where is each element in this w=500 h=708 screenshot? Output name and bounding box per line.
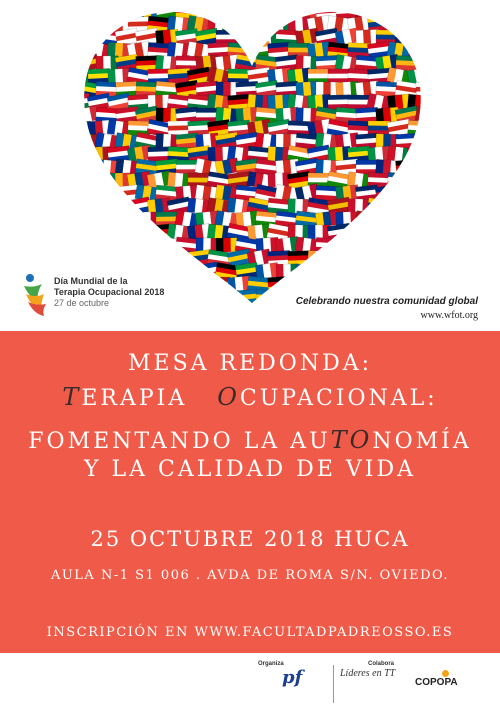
- event-date: 25 OCTUBRE 2018 HUCA: [90, 527, 410, 551]
- flag-tile: [327, 275, 351, 293]
- flag-tile: [235, 289, 258, 306]
- title-line-2: [0, 383, 500, 411]
- flag-tile: [88, 199, 111, 214]
- flag-tile: [395, 184, 420, 202]
- flag-tile: [415, 237, 425, 253]
- flag-tile: [347, 224, 371, 242]
- flag-tile: [216, 82, 239, 96]
- title-cupacional: CUPACIONAL:: [239, 386, 438, 411]
- flag-tile: [375, 210, 399, 228]
- flag-tile: [335, 236, 359, 254]
- flag-tile: [296, 81, 320, 97]
- flag-tile: [115, 236, 139, 254]
- flag-tile: [407, 145, 425, 162]
- flag-tile: [408, 173, 425, 187]
- flag-tile: [107, 250, 131, 268]
- inscription-link[interactable]: INSCRIPCIÓN EN WWW.FACULTADPADREOSSO.ES: [46, 625, 454, 640]
- flag-tile: [80, 28, 100, 46]
- flag-tile: [80, 211, 99, 228]
- flag-tile: [416, 82, 425, 97]
- flag-tile: [376, 8, 398, 19]
- flag-tile: [387, 249, 411, 267]
- flag-tile: [376, 263, 399, 278]
- flag-tile: [136, 55, 159, 70]
- flag-tile: [80, 8, 98, 19]
- colabora-label: Colabora: [368, 661, 395, 667]
- flag-tile: [168, 251, 190, 266]
- flag-tile: [127, 223, 151, 240]
- flag-tile: [80, 158, 99, 175]
- flag-tile: [367, 275, 392, 293]
- flag-tile: [388, 225, 411, 239]
- flag-tile: [88, 224, 111, 240]
- flag-tile: [80, 173, 90, 188]
- flag-tile: [115, 185, 139, 202]
- flag-tile: [107, 223, 131, 242]
- flag-tile: [415, 8, 425, 20]
- flag-tile: [367, 198, 391, 215]
- flag-tile: [236, 8, 259, 18]
- flag-tile: [80, 250, 91, 266]
- event-logo-line2: Terapia Ocupacional 2018: [54, 287, 165, 297]
- flag-tile: [148, 224, 171, 240]
- flag-tile: [356, 29, 379, 44]
- flag-tile: [115, 8, 139, 20]
- flag-tile: [396, 238, 419, 252]
- flag-tile: [296, 263, 319, 279]
- flag-tile: [356, 237, 379, 252]
- footer: [0, 653, 500, 708]
- figure-icon: [22, 272, 50, 316]
- flag-tile: [267, 301, 291, 308]
- flag-tile: [348, 277, 370, 292]
- copopa-dot-icon: [442, 670, 449, 677]
- flag-tile: [367, 249, 391, 266]
- flag-tile: [416, 160, 425, 176]
- flag-tile: [235, 29, 258, 46]
- flag-tile: [80, 43, 91, 57]
- heart-svg: [80, 8, 425, 308]
- flag-tile: [176, 160, 198, 175]
- flag-tile: [88, 16, 111, 32]
- title-highlight-t: T: [62, 383, 82, 411]
- flag-tile: [308, 277, 331, 293]
- flag-tile: [387, 275, 411, 292]
- flag-tile: [415, 185, 425, 201]
- flag-tile: [215, 8, 240, 20]
- lideres-logo: Líderes en TT: [340, 668, 396, 679]
- flag-tile: [108, 17, 131, 32]
- padre-osso-logo: pf: [282, 667, 303, 688]
- flag-tile: [267, 16, 291, 32]
- flag-tile: [116, 212, 139, 227]
- flag-tile: [308, 251, 331, 266]
- flag-tile: [256, 8, 279, 18]
- flag-tile: [80, 146, 91, 162]
- flag-tile: [395, 159, 418, 176]
- flag-tile: [348, 95, 370, 110]
- title-highlight-to: TO: [330, 426, 373, 454]
- flag-tile: [387, 172, 410, 188]
- flag-tile: [387, 16, 411, 32]
- flag-tile: [127, 250, 151, 267]
- flag-tile: [135, 236, 160, 254]
- title-line-1: MESA REDONDA:: [127, 351, 373, 376]
- flag-tile: [107, 197, 132, 215]
- title-fomentando: FOMENTANDO LA AU: [28, 429, 331, 454]
- flag-tile: [95, 211, 119, 227]
- flag-tile: [355, 262, 380, 280]
- website-link[interactable]: www.wfot.org: [420, 310, 478, 321]
- flag-tile: [276, 264, 299, 279]
- flag-tile: [347, 249, 372, 267]
- flag-tile: [80, 224, 91, 242]
- flag-tile: [87, 250, 110, 266]
- flag-tile: [416, 56, 425, 71]
- flag-tile: [396, 56, 419, 71]
- footer-divider: [333, 665, 334, 703]
- event-address: AULA N-1 S1 006 . AVDA DE ROMA S/N. OVIEDO.: [50, 568, 450, 583]
- flag-tile: [87, 172, 110, 189]
- flag-tile: [288, 251, 310, 266]
- flag-tile: [148, 147, 170, 162]
- flag-tile: [408, 276, 425, 292]
- flag-tile: [376, 237, 399, 252]
- flag-tile: [328, 250, 351, 265]
- organiza-label: Organiza: [258, 661, 284, 667]
- flag-tile: [95, 237, 119, 253]
- flag-tile: [148, 251, 171, 266]
- flag-tile: [316, 185, 339, 201]
- flag-tile: [387, 197, 411, 214]
- flag-tile: [376, 107, 400, 123]
- flag-tile: [335, 263, 358, 279]
- flag-tile: [415, 28, 425, 46]
- flag-tile: [416, 264, 425, 279]
- flag-tile: [80, 199, 91, 213]
- flag-tile: [155, 237, 179, 253]
- flag-tile: [228, 16, 251, 32]
- flag-tile: [136, 212, 159, 226]
- flag-tile: [367, 224, 391, 241]
- copopa-logo: COPOPA: [415, 677, 458, 688]
- flag-tile: [227, 301, 252, 308]
- flag-tile: [328, 69, 350, 84]
- flag-tile: [80, 184, 99, 202]
- flags-heart-image: [80, 8, 425, 308]
- flag-tile: [288, 277, 311, 291]
- title-line-4: Y LA CALIDAD DE VIDA: [84, 457, 416, 482]
- flag-tile: [396, 133, 419, 149]
- flag-tile: [268, 276, 291, 292]
- tagline: Celebrando nuestra comunidad global: [295, 296, 478, 307]
- flag-tile: [395, 210, 420, 229]
- flag-tile: [316, 82, 339, 96]
- title-line-3: [0, 426, 500, 454]
- flag-tile: [315, 263, 338, 279]
- event-logo-line1: Día Mundial de la: [54, 276, 128, 286]
- flag-tile: [407, 223, 425, 240]
- event-panel: [0, 331, 500, 653]
- flag-tile: [96, 185, 119, 200]
- flag-tile: [395, 262, 419, 280]
- flag-tile: [316, 237, 339, 253]
- flag-tile: [407, 197, 425, 215]
- flag-tile: [248, 302, 271, 308]
- title-erapia: ERAPIA: [81, 386, 198, 411]
- flag-tile: [396, 8, 419, 18]
- flag-tile: [228, 69, 250, 84]
- flag-tile: [80, 237, 99, 252]
- flag-tile: [96, 8, 119, 18]
- flag-tile: [248, 16, 271, 31]
- title-highlight-o: O: [217, 383, 240, 411]
- flag-tile: [415, 132, 425, 150]
- event-logo-date: 27 de octubre: [54, 298, 110, 308]
- flag-tile: [355, 211, 379, 228]
- flag-tile: [80, 16, 91, 32]
- flag-tile: [356, 160, 378, 175]
- flag-tile: [168, 121, 190, 136]
- flag-tile: [407, 249, 425, 266]
- flag-tile: [376, 82, 399, 98]
- flag-tile: [275, 8, 298, 19]
- world-ot-day-logo: [22, 270, 222, 320]
- flag-tile: [407, 16, 425, 34]
- flag-tile: [416, 212, 425, 227]
- title-nomia: NOMÍA: [372, 429, 472, 454]
- flag-tile: [256, 290, 278, 305]
